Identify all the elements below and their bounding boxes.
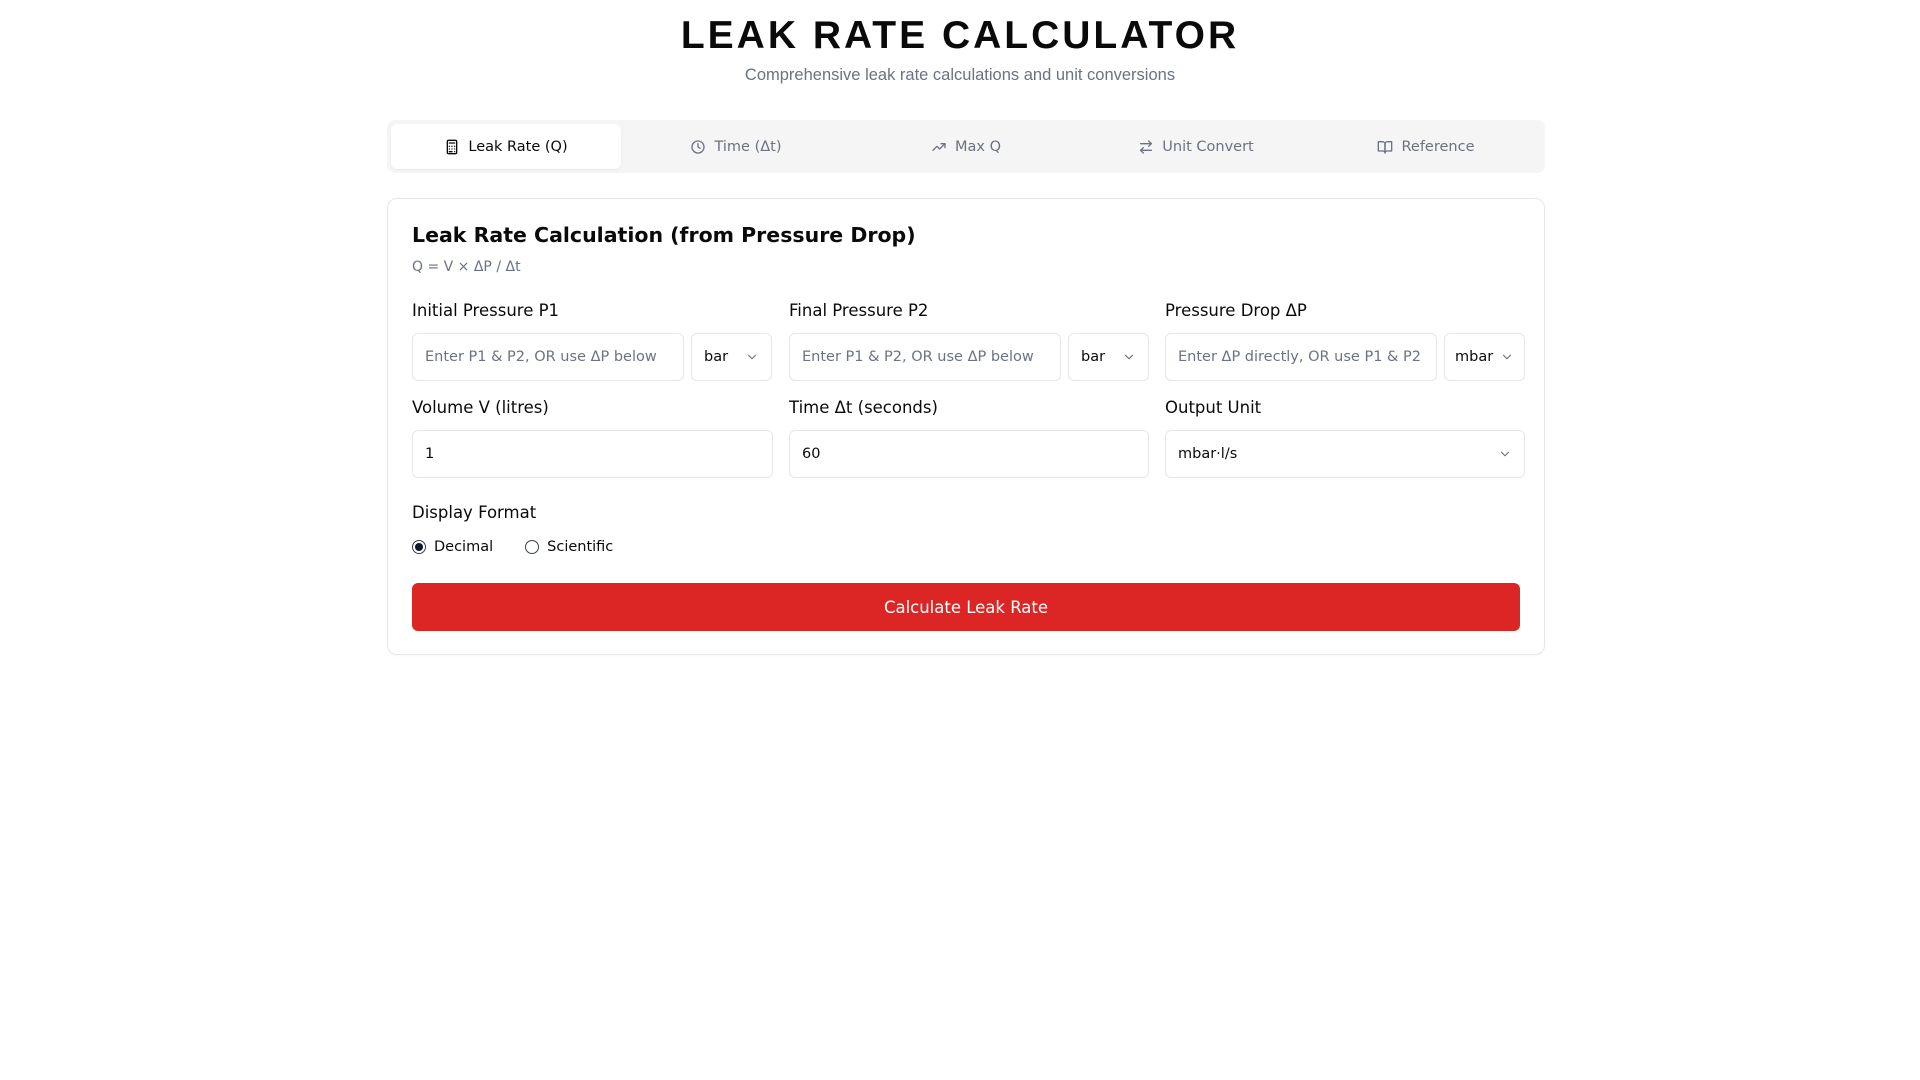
radio-decimal-indicator[interactable]	[412, 540, 426, 554]
display-format-radio-group	[412, 539, 613, 555]
dp-label: Pressure Drop ΔP	[1165, 301, 1307, 320]
radio-decimal[interactable]	[412, 539, 493, 555]
chevron-down-icon	[745, 350, 759, 364]
p1-unit-value: bar	[704, 349, 729, 365]
output-unit-value: mbar·l/s	[1178, 446, 1238, 462]
clock-icon	[690, 139, 706, 155]
p2-unit-select[interactable]	[1068, 333, 1149, 381]
page-subtitle: Comprehensive leak rate calculations and unit conversions	[744, 66, 1176, 84]
dp-unit-value: mbar	[1455, 349, 1494, 365]
display-format-label: Display Format	[412, 503, 537, 522]
p2-label: Final Pressure P2	[789, 301, 929, 320]
tab-label: Reference	[1401, 138, 1475, 155]
trending-up-icon	[931, 139, 947, 155]
page-title: LEAK RATE CALCULATOR	[680, 14, 1240, 57]
arrows-exchange-icon	[1138, 139, 1154, 155]
chevron-down-icon	[1498, 447, 1512, 461]
volume-input[interactable]	[412, 430, 773, 478]
tab-unit-convert[interactable]	[1081, 124, 1311, 169]
dp-input[interactable]	[1165, 333, 1437, 381]
chevron-down-icon	[1122, 350, 1136, 364]
time-label: Time Δt (seconds)	[789, 398, 938, 417]
output-unit-select[interactable]	[1165, 430, 1525, 478]
p2-unit-value: bar	[1081, 349, 1106, 365]
radio-decimal-label: Decimal	[434, 539, 494, 555]
tab-label: Time (Δt)	[714, 138, 782, 155]
p1-input[interactable]	[412, 333, 684, 381]
output-unit-label: Output Unit	[1165, 398, 1262, 417]
p1-unit-select[interactable]	[691, 333, 772, 381]
book-open-icon	[1377, 139, 1393, 155]
card-formula: Q = V × ΔP / Δt	[412, 259, 521, 275]
tab-reference[interactable]	[1311, 124, 1541, 169]
volume-label: Volume V (litres)	[412, 398, 549, 417]
p2-input[interactable]	[789, 333, 1061, 381]
leak-rate-card	[387, 198, 1545, 655]
tab-label: Leak Rate (Q)	[468, 138, 568, 155]
radio-scientific-label: Scientific	[547, 539, 614, 555]
tab-bar	[387, 120, 1545, 173]
tab-time[interactable]	[621, 124, 851, 169]
tab-max-q[interactable]	[851, 124, 1081, 169]
radio-scientific[interactable]	[525, 539, 613, 555]
radio-scientific-indicator[interactable]	[525, 540, 539, 554]
tab-label: Max Q	[955, 138, 1001, 155]
tab-label: Unit Convert	[1162, 138, 1254, 155]
calculate-leak-rate-button[interactable]: Calculate Leak Rate	[412, 583, 1520, 631]
calculator-icon	[444, 139, 460, 155]
time-input[interactable]	[789, 430, 1149, 478]
chevron-down-icon	[1500, 350, 1514, 364]
tab-leak-rate[interactable]	[391, 124, 621, 169]
dp-unit-select[interactable]	[1444, 333, 1525, 381]
p1-label: Initial Pressure P1	[412, 301, 560, 320]
card-title: Leak Rate Calculation (from Pressure Drop)	[412, 223, 916, 247]
